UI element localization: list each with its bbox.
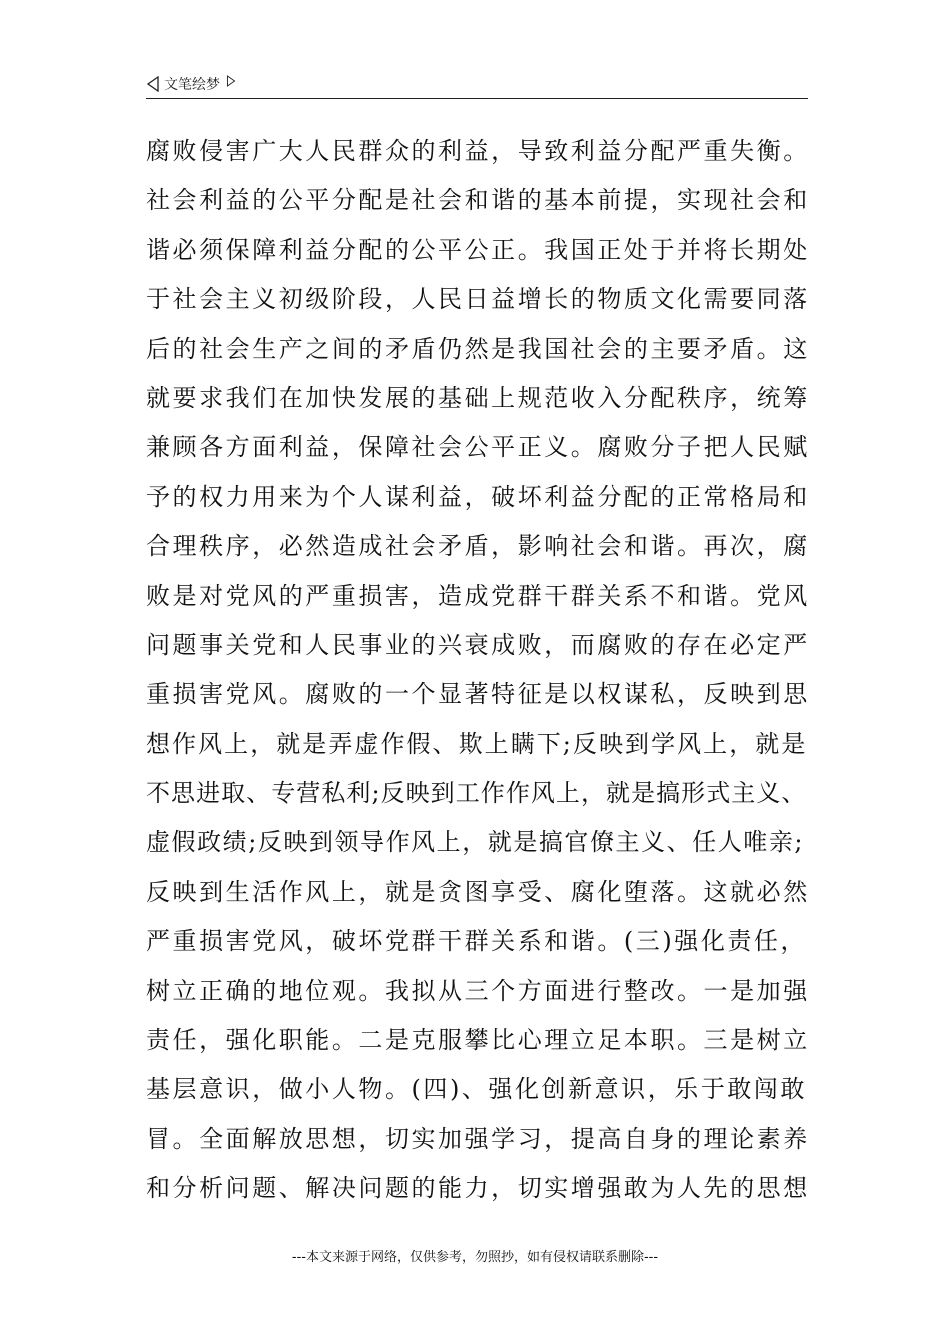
body-line: 就要求我们在加快发展的基础上规范收入分配秩序，统筹 <box>146 383 810 412</box>
body-line: 社会利益的公平分配是社会和谐的基本前提，实现社会和 <box>146 186 810 215</box>
body-line: 败是对党风的严重损害，造成党群干群关系不和谐。党风 <box>146 581 810 610</box>
body-line: 腐败侵害广大人民群众的利益，导致利益分配严重失衡。 <box>146 137 810 165</box>
body-line: 于社会主义初级阶段，人民日益增长的物质文化需要同落 <box>146 285 810 314</box>
header-brand <box>146 74 236 94</box>
body-line: 树立正确的地位观。我拟从三个方面进行整改。一是加强 <box>146 976 810 1005</box>
body-line: 严重损害党风，破坏党群干群关系和谐。(三)强化责任， <box>146 927 808 956</box>
body-line: 反映到生活作风上，就是贪图享受、腐化堕落。这就必然 <box>146 877 810 906</box>
document-body <box>146 127 808 1214</box>
body-line: 后的社会生产之间的矛盾仍然是我国社会的主要矛盾。这 <box>146 334 810 363</box>
body-line: 想作风上，就是弄虚作假、欺上瞒下;反映到学风上，就是 <box>146 729 808 758</box>
body-line: 合理秩序，必然造成社会矛盾，影响社会和谐。再次，腐 <box>146 532 810 561</box>
body-line: 责任，强化职能。二是克服攀比心理立足本职。三是树立 <box>146 1026 810 1055</box>
triangle-left-icon <box>146 76 160 92</box>
page-header <box>146 72 808 99</box>
page-footer-disclaimer: ---本文来源于网络，仅供参考，勿照抄，如有侵权请联系删除--- <box>291 1250 659 1265</box>
body-line: 基层意识，做小人物。(四)、强化创新意识，乐于敢闯敢 <box>146 1075 808 1104</box>
body-line: 重损害党风。腐败的一个显著特征是以权谋私，反映到思 <box>146 680 810 709</box>
body-line: 虚假政绩;反映到领导作风上，就是搞官僚主义、任人唯亲; <box>146 828 805 857</box>
body-line: 问题事关党和人民事业的兴衰成败，而腐败的存在必定严 <box>146 630 810 659</box>
body-line: 和分析问题、解决问题的能力，切实增强敢为人先的思想 <box>146 1174 810 1203</box>
body-line: 谐必须保障利益分配的公平公正。我国正处于并将长期处 <box>146 235 810 264</box>
body-line: 冒。全面解放思想，切实加强学习，提高自身的理论素养 <box>146 1124 810 1153</box>
body-line: 兼顾各方面利益，保障社会公平正义。腐败分子把人民赋 <box>146 433 810 462</box>
body-line: 予的权力用来为个人谋利益，破坏利益分配的正常格局和 <box>146 482 810 511</box>
header-title: 文笔绘梦 <box>164 77 220 93</box>
body-line: 不思进取、专营私利;反映到工作作风上，就是搞形式主义、 <box>146 779 807 808</box>
triangle-right-icon <box>226 75 236 87</box>
